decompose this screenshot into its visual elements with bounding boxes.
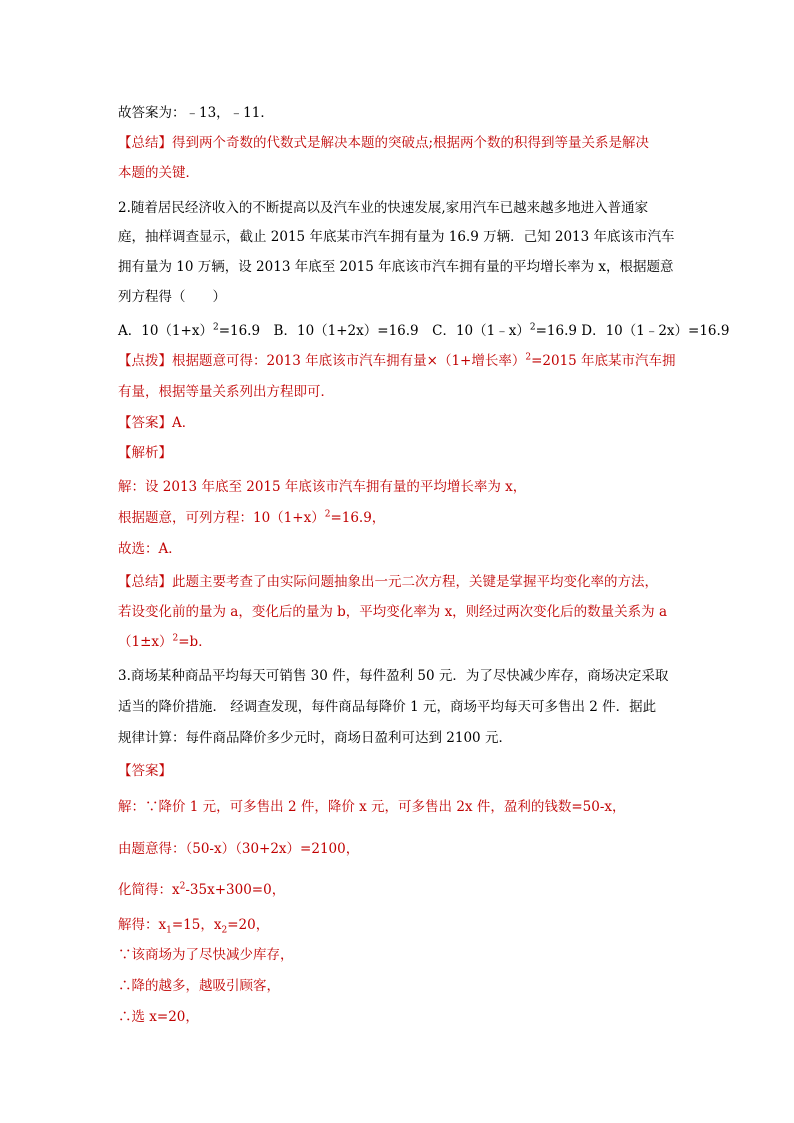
- solution-3-line-4: 解得：$x_1=15$，$x_2=20$，: [118, 917, 270, 936]
- question-2-options: A．$10(1+x)^2=16.9$ B．10（1+2x）=16.9 C．10（1﹣x）$^2$=16.9 D．10（1﹣2x）=16.9: [118, 322, 730, 339]
- question-2-line-4: 列方程得（ ）: [118, 289, 226, 305]
- answer-3-tag: 【答案】: [118, 763, 172, 779]
- answer-tag: 【答案】: [118, 415, 172, 431]
- question-3-line-3: 规律计算：每件商品降价多少元时，商场日盈利可达到 2100 元．: [118, 730, 512, 746]
- hint-tag: 【点拨】: [118, 353, 172, 369]
- solution-3-line-6: ∴降的越多，越吸引顾客，: [118, 978, 280, 994]
- solution-2-line-2: 根据题意，可列方程：$10(1+x)^2=16.9$，: [118, 509, 386, 526]
- question-2-line-1: 2.随着居民经济收入的不断提高以及汽车业的快速发展,家用汽车已越来越多地进入普通家: [118, 200, 649, 216]
- solution-3-line-5: ∵该商场为了尽快减少库存，: [118, 947, 294, 963]
- solution-2-line-1: 解：设 2013 年底至 2015 年底该市汽车拥有量的平均增长率为 x，: [118, 479, 527, 495]
- summary-1-cont: 本题的关键．: [118, 165, 199, 181]
- solution-3-line-7: ∴选 x=20，: [118, 1009, 199, 1025]
- solution-3-line-1: 解：∵降价 1 元，可多售出 2 件，降价 x 元，可多售出 2x 件，盈利的钱数=50-x，: [118, 799, 626, 815]
- summary-2: 【总结】此题主要考查了由实际问题抽象出一元二次方程，关键是掌握平均变化率的方法，: [118, 574, 658, 590]
- answer-line-1: 故答案为：﹣13，﹣11．: [118, 105, 274, 121]
- question-2-line-2: 庭，抽样调查显示，截止 2015 年底某市汽车拥有量为 16.9 万辆．己知 2013 年底该市汽车: [118, 229, 675, 245]
- hint-cont: 有量，根据等量关系列出方程即可．: [118, 384, 334, 400]
- analysis-tag: 【解析】: [118, 445, 172, 461]
- analysis-tag-line: [118, 444, 172, 462]
- solution-3-line-2: 由题意得：（50-x）（30+2x）=2100，: [118, 841, 360, 857]
- summary-2-tag: 【总结】: [118, 574, 172, 590]
- question-2-line-3: 拥有量为 10 万辆，设 2013 年底至 2015 年底该市汽车拥有量的平均增长率为 x，根据题意: [118, 259, 674, 275]
- answer-2: 【答案】A．: [118, 415, 196, 431]
- summary-1: 【总结】得到两个奇数的代数式是解决本题的突破点;根据两个数的积得到等量关系是解决: [118, 135, 650, 151]
- question-3-line-1: 3.商场某种商品平均每天可销售 30 件，每件盈利 50 元．为了尽快减少库存，商场决定采取: [118, 668, 669, 684]
- answer-3-tag-line: [118, 762, 172, 780]
- solution-2-line-3: 故选：A．: [118, 541, 182, 557]
- summary-2-cont-2: $(1\pm x)^2=b$．: [118, 633, 212, 650]
- solution-3-line-3: 化简得：$x^2-35x+300=0$，: [118, 881, 286, 898]
- summary-2-cont-1: 若设变化前的量为 a，变化后的量为 b，平均变化率为 x，则经过两次变化后的数量关系为 a: [118, 604, 668, 620]
- question-3-line-2: 适当的降价措施． 经调查发现，每件商品每降价 1 元，商场平均每天可多售出 2 件．据此: [118, 699, 657, 715]
- summary-tag: 【总结】: [118, 135, 172, 151]
- hint: 【点拨】根据题意可得：2013 年底该市汽车拥有量×（1+增长率）$^2$=2015 年底某市汽车拥: [118, 352, 676, 369]
